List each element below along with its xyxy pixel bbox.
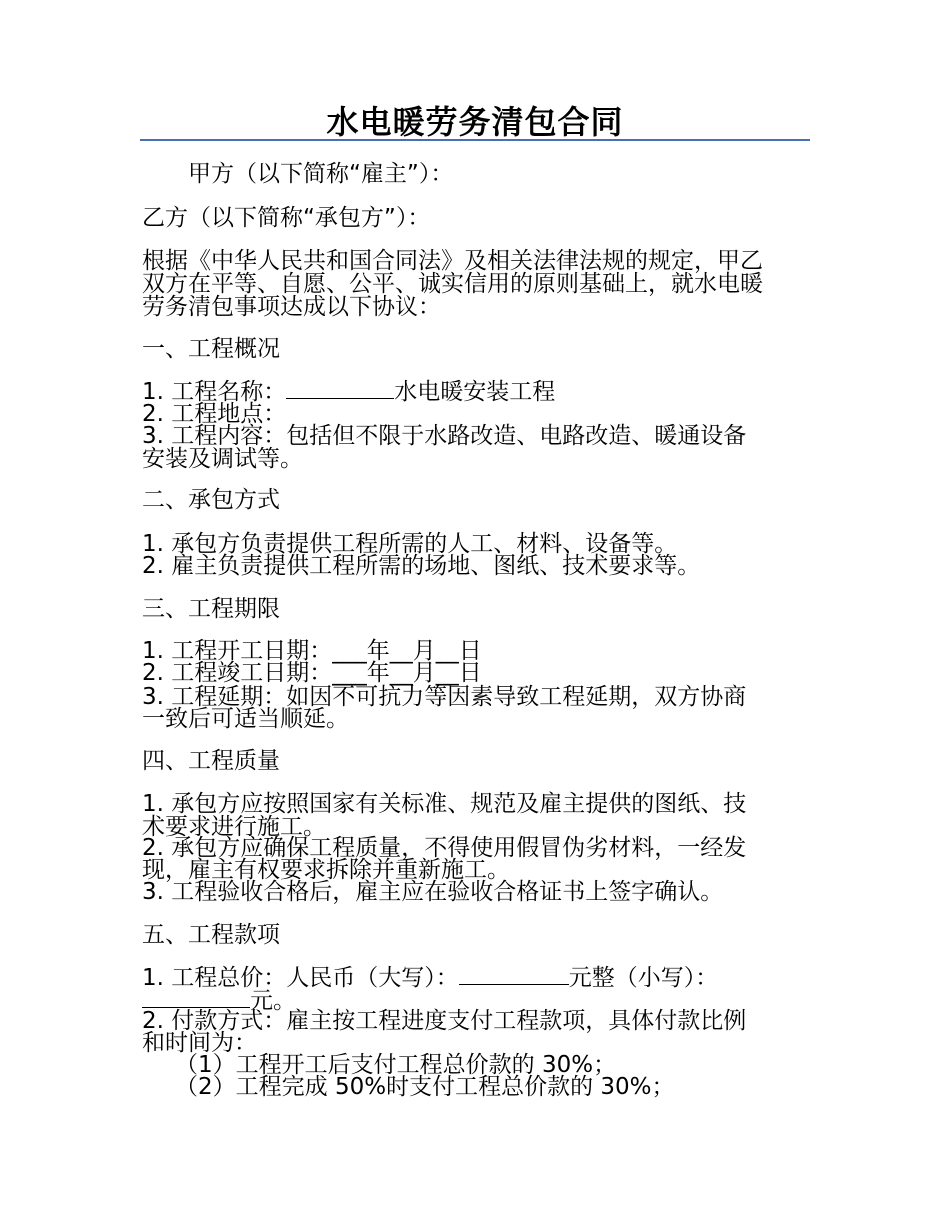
project-name-suffix: 水电暖安装工程 [394, 379, 556, 405]
payment-line-1: 2. 付款方式：雇主按工程进度支付工程款项，具体付款比例 [142, 1008, 747, 1034]
intro-line-2: 双方在平等、自愿、公平、诚实信用的原则基础上，就水电暖 [142, 271, 763, 297]
contract-mode-item-2: 2. 雇主负责提供工程所需的场地、图纸、技术要求等。 [142, 553, 701, 579]
quality-line-4: 现，雇主有权要求拆除并重新施工。 [142, 857, 510, 883]
title-underline [140, 139, 810, 141]
quality-line-3: 2. 承包方应确保工程质量，不得使用假冒伪劣材料，一经发 [142, 835, 747, 861]
project-content-line-1: 3. 工程内容：包括但不限于水路改造、电路改造、暖通设备 [142, 423, 747, 449]
section-4-heading: 四、工程质量 [142, 748, 280, 774]
project-site-line: 2. 工程地点： [142, 401, 287, 427]
section-5-heading: 五、工程款项 [142, 922, 280, 948]
payment-schedule-1: （1）工程开工后支付工程总价款的 30%； [175, 1052, 617, 1078]
payment-line-2: 和时间为： [142, 1030, 257, 1056]
project-name-label: 1. 工程名称： [142, 379, 287, 405]
document-title: 水电暖劳务清包合同 [326, 103, 624, 141]
start-date-line: 1. 工程开工日期：___年__月__日 [142, 638, 482, 664]
total-price-mid: 元整（小写）： [568, 965, 719, 991]
total-price-uppercase-blank [459, 984, 569, 985]
section-1-heading: 一、工程概况 [142, 336, 280, 362]
project-name-blank [286, 398, 394, 399]
total-price-label: 1. 工程总价：人民币（大写）： [142, 965, 459, 991]
intro-line-1: 根据《中华人民共和国合同法》及相关法律法规的规定，甲乙 [142, 248, 763, 274]
total-price-suffix: 元。 [250, 988, 296, 1014]
quality-line-1: 1. 承包方应按照国家有关标准、规范及雇主提供的图纸、技 [142, 791, 747, 817]
payment-schedule-2: （2）工程完成 50%时支付工程总价款的 30%； [175, 1074, 675, 1100]
quality-line-5: 3. 工程验收合格后，雇主应在验收合格证书上签字确认。 [142, 879, 724, 905]
project-content-line-2: 安装及调试等。 [142, 446, 303, 472]
party-b-line: 乙方（以下简称“承包方”）： [142, 205, 431, 231]
section-2-heading: 二、承包方式 [142, 487, 280, 513]
delay-line-1: 3. 工程延期：如因不可抗力等因素导致工程延期，双方协商 [142, 684, 747, 710]
contract-mode-item-1: 1. 承包方负责提供工程所需的人工、材料、设备等。 [142, 531, 678, 557]
end-date-line: 2. 工程竣工日期：___年__月__日 [142, 660, 482, 686]
section-3-heading: 三、工程期限 [142, 596, 280, 622]
quality-line-2: 术要求进行施工。 [142, 814, 326, 840]
intro-line-3: 劳务清包事项达成以下协议： [142, 294, 441, 320]
party-a-line: 甲方（以下简称“雇主”）： [188, 161, 454, 187]
delay-line-2: 一致后可适当顺延。 [142, 706, 349, 732]
